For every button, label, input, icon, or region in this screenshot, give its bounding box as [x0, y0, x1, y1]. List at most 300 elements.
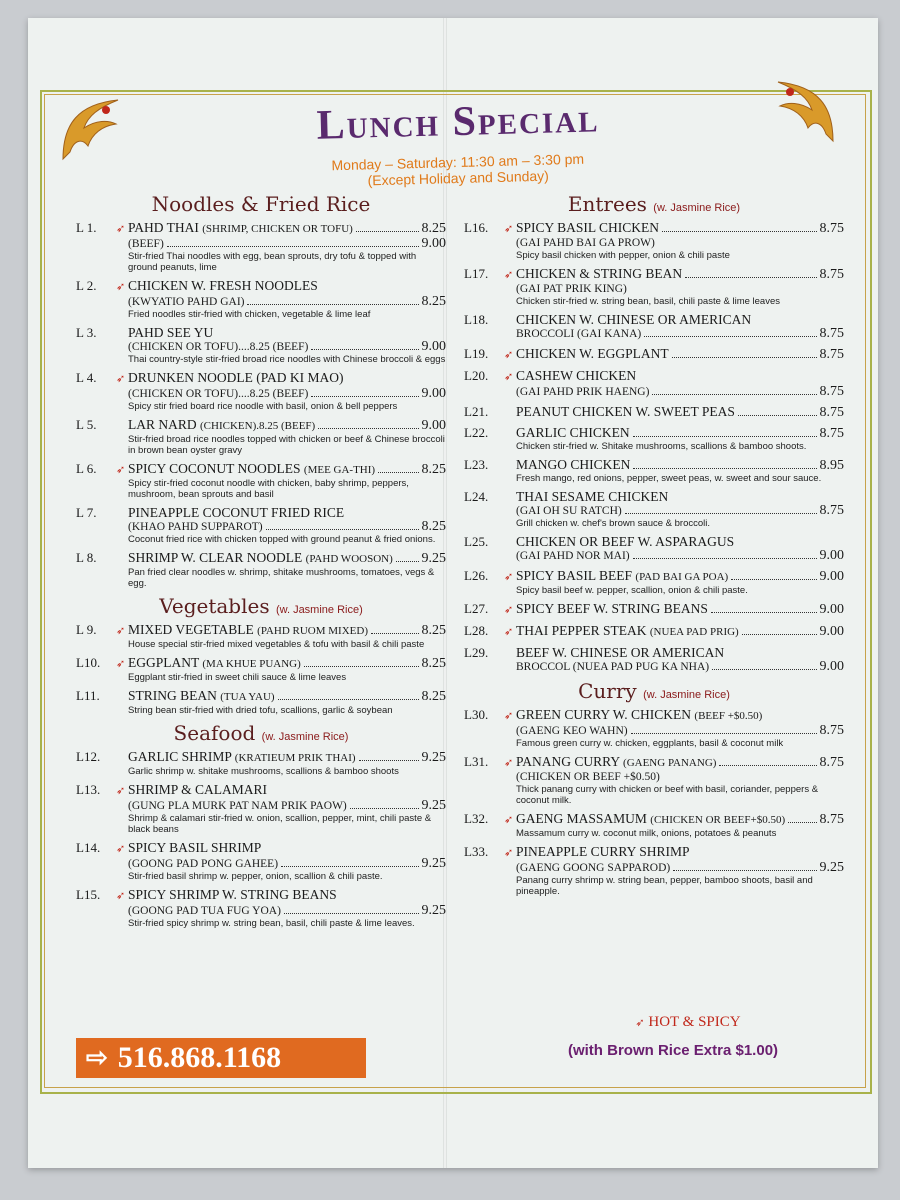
item-name-extra: (BEEF +$0.50) [694, 710, 763, 722]
item-name [516, 568, 728, 585]
item-code: L14. [76, 840, 101, 855]
item-description: Stir-fried basil shrimp w. pepper, onion, scallion & chili paste. [128, 871, 383, 882]
menu-item-row [76, 622, 446, 639]
item-code: L24. [464, 489, 489, 504]
menu-item [464, 568, 844, 596]
item-code: L32. [464, 811, 489, 826]
item-code: L 9. [76, 622, 97, 637]
item-description: Massamum curry w. coconut milk, onions, potatoes & peanuts [516, 828, 777, 839]
menu-item-row [464, 457, 844, 473]
item-price: 9.25 [421, 798, 446, 813]
chili-pepper-icon: ➶ [504, 223, 514, 235]
menu-item [464, 220, 844, 261]
menu-item-subline [76, 799, 446, 813]
item-name-text: PEANUT CHICKEN W. SWEET PEAS [516, 404, 735, 419]
item-code: L17. [464, 266, 489, 281]
item-name-text: PAHD THAI [128, 220, 199, 235]
chili-pepper-icon: ➶ [504, 847, 514, 859]
menu-item [76, 840, 446, 882]
brown-rice-note: (with Brown Rice Extra $1.00) [567, 1042, 779, 1059]
chili-pepper-icon: ➶ [116, 785, 126, 797]
item-name-extra: (SHRIMP, CHICKEN OR TOFU) [202, 223, 353, 235]
menu-item [76, 278, 446, 320]
menu-item-row [76, 417, 446, 434]
menu-item-row [76, 688, 446, 705]
menu-item-subline [464, 385, 844, 399]
item-price: 8.75 [819, 503, 844, 518]
menu-item-row [464, 220, 844, 237]
menu-item [464, 534, 844, 563]
leader-dots [396, 561, 419, 562]
leader-dots [672, 357, 817, 358]
item-price: 8.75 [819, 405, 844, 420]
item-name [516, 368, 636, 383]
item-name [128, 278, 318, 293]
leader-dots [633, 468, 816, 469]
section-subtitle: (w. Jasmine Rice) [643, 689, 730, 701]
item-name [128, 688, 275, 705]
item-code: L 6. [76, 461, 97, 476]
menu-item [76, 688, 446, 716]
section-heading [76, 721, 446, 745]
section-title: Vegetables [159, 594, 270, 618]
item-name [516, 312, 751, 327]
item-name-extra: (MA KHUE PUANG) [202, 658, 301, 670]
item-price: 8.25 [421, 689, 446, 704]
item-name [128, 325, 213, 340]
item-code: L28. [464, 623, 489, 638]
item-subname: (GAI PAHD PRIK HAENG) [516, 386, 650, 398]
menu-item [464, 601, 844, 618]
leader-dots [625, 513, 817, 514]
item-price: 8.25 [421, 221, 446, 236]
leader-dots [711, 612, 817, 613]
menu-item-subline [464, 327, 844, 341]
menu-item [464, 457, 844, 484]
item-name-text: CHICKEN W. FRESH NOODLES [128, 278, 318, 293]
item-name-text: PINEAPPLE CURRY SHRIMP [516, 844, 690, 859]
item-name-text: EGGPLANT [128, 655, 200, 670]
item-name-extra: (CHICKEN OR BEEF+$0.50) [650, 814, 786, 826]
menu-item [464, 489, 844, 529]
leader-dots [712, 669, 816, 670]
menu-item-row [464, 312, 844, 327]
item-subname: (GAENG KEO WAHN) [516, 725, 628, 737]
section-heading [76, 594, 446, 618]
leader-dots [311, 396, 418, 397]
menu-item-row [464, 623, 844, 640]
item-code: L19. [464, 346, 489, 361]
item-code: L 7. [76, 505, 97, 520]
page-title: Lunch Special [316, 95, 600, 149]
hours-text: Monday – Saturday: 11:30 am – 3:30 pm [331, 150, 585, 174]
item-name-extra: (PAD BAI GA POA) [635, 571, 729, 583]
menu-item-row [464, 844, 844, 861]
chili-pepper-icon: ➶ [116, 223, 126, 235]
item-price: 9.00 [819, 569, 844, 584]
item-price: 9.25 [819, 860, 844, 875]
item-name [516, 404, 735, 419]
menu-item-row [76, 655, 446, 672]
menu-item [464, 754, 844, 806]
left-column [76, 190, 446, 934]
item-name [516, 346, 669, 361]
menu-item [464, 645, 844, 674]
item-price: 8.75 [819, 426, 844, 441]
item-code: L33. [464, 844, 489, 859]
menu-item [464, 425, 844, 452]
leader-dots [652, 394, 816, 395]
menu-item-row [76, 278, 446, 295]
chili-pepper-icon: ➶ [504, 757, 514, 769]
menu-item [76, 461, 446, 500]
item-price: 8.25 [421, 462, 446, 477]
menu-item-subline [464, 861, 844, 875]
item-subname: (CHICKEN OR TOFU)....8.25 (BEEF) [128, 341, 309, 353]
menu-item-subline [464, 771, 844, 784]
item-description: Pan fried clear noodles w. shrimp, shitake mushrooms, tomatoes, vegs & egg. [128, 567, 435, 589]
item-name-extra: (MEE GA-THI) [303, 464, 376, 476]
menu-item-row [76, 782, 446, 799]
item-description: Thick panang curry with chicken or beef with basil, coriander, peppers & coconut milk. [516, 784, 819, 806]
item-price: 9.25 [421, 551, 446, 566]
chili-pepper-icon: ➶ [635, 1017, 645, 1029]
item-price: 9.25 [421, 750, 446, 765]
chili-pepper-icon: ➶ [116, 843, 126, 855]
item-name-text: CASHEW CHICKEN [516, 368, 637, 383]
item-price: 9.00 [819, 548, 844, 563]
item-subname: (GAI PAHD BAI GA PROW) [516, 237, 655, 249]
section-subtitle: (w. Jasmine Rice) [653, 202, 741, 214]
menu-item [464, 346, 844, 363]
menu-item-row [76, 461, 446, 478]
chili-pepper-icon: ➶ [504, 371, 514, 383]
menu-item-subline [76, 904, 446, 918]
menu-item-subline [76, 857, 446, 871]
item-description: Spicy stir fried board rice noodle with basil, onion & bell peppers [128, 401, 398, 412]
item-name [516, 601, 708, 616]
item-name [128, 417, 315, 434]
item-name-extra: (KRATIEUM PRIK THAI) [234, 752, 356, 764]
menu-item [464, 266, 844, 307]
chili-pepper-icon: ➶ [116, 373, 126, 385]
menu-item-row [464, 266, 844, 283]
item-name [516, 645, 724, 660]
item-code: L18. [464, 312, 489, 327]
item-code: L23. [464, 457, 489, 472]
item-subname: (CHICKEN OR BEEF +$0.50) [516, 771, 660, 783]
section-heading [76, 192, 446, 216]
item-name [128, 887, 337, 902]
item-subname: BROCCOLI (GAI KANA) [516, 328, 642, 340]
item-name [516, 844, 690, 859]
item-name-text: LAR NARD [128, 417, 197, 432]
item-name-text: SPICY SHRIMP W. STRING BEANS [128, 887, 337, 902]
item-price: 9.00 [819, 659, 844, 674]
section-subtitle: (w. Jasmine Rice) [261, 731, 349, 743]
leader-dots [318, 428, 418, 429]
item-price: 9.00 [421, 339, 446, 354]
item-description: String bean stir-fried with dried tofu, scallions, garlic & soybean [128, 705, 393, 716]
item-description: Thai country-style stir-fried broad rice noodles with Chinese broccoli & eggs [128, 354, 446, 365]
item-code: L11. [76, 688, 100, 703]
item-name [128, 749, 356, 766]
item-name-text: CHICKEN & STRING BEAN [516, 266, 683, 281]
item-price: 9.00 [819, 624, 844, 639]
item-subname: (KWYATIO PAHD GAI) [128, 296, 245, 308]
menu-item-row [464, 601, 844, 618]
leader-dots [284, 913, 419, 914]
item-code: L16. [464, 220, 489, 235]
leader-dots [378, 472, 418, 473]
menu-item-subline [464, 660, 844, 674]
item-price: 9.00 [421, 236, 446, 251]
item-subname: (GAI OH SU RATCH) [516, 505, 622, 517]
item-code: L20. [464, 368, 489, 383]
menu-item [76, 887, 446, 929]
chili-pepper-icon: ➶ [504, 349, 514, 361]
item-name [128, 220, 353, 237]
item-name [128, 550, 393, 567]
item-subname: (GOONG PAD TUA FUG YOA) [128, 905, 281, 917]
leader-dots [731, 579, 816, 580]
item-name [516, 707, 762, 724]
item-subname: (GUNG PLA MURK PAT NAM PRIK PAOW) [128, 800, 347, 812]
item-code: L 1. [76, 220, 97, 235]
item-name-text: SPICY BASIL BEEF [516, 568, 633, 583]
item-name-extra: (NUEA PAD PRIG) [649, 626, 739, 638]
menu-item-row [76, 840, 446, 857]
menu-item-row [464, 534, 844, 549]
menu-item-row [464, 404, 844, 420]
leader-dots [719, 765, 816, 766]
leader-dots [278, 699, 419, 700]
item-description: Stir-fried broad rice noodles topped with chicken or beef & Chinese broccoli in brown bean oyster gravy [128, 434, 445, 456]
leader-dots [304, 666, 419, 667]
menu-item-row [464, 811, 844, 828]
menu-item-subline [76, 295, 446, 309]
item-description: Stir-fried Thai noodles with egg, bean sprouts, dry tofu & topped with ground peanuts, lime [128, 251, 417, 273]
leader-dots [247, 304, 418, 305]
leader-dots [167, 246, 419, 247]
hot-spicy-label: HOT & SPICY [648, 1014, 741, 1030]
item-price: 8.25 [421, 294, 446, 309]
item-description: Grill chicken w. chef's brown sauce & broccoli. [516, 518, 711, 529]
item-code: L31. [464, 754, 489, 769]
item-name [516, 754, 716, 771]
item-name-text: SPICY BASIL CHICKEN [516, 220, 660, 235]
item-name [516, 425, 630, 440]
item-code: L27. [464, 601, 489, 616]
item-subname: (KHAO PAHD SUPPAROT) [128, 521, 263, 533]
item-price: 9.00 [421, 386, 446, 401]
item-code: L 3. [76, 325, 97, 340]
menu-item-subline [464, 237, 844, 250]
item-price: 9.25 [421, 903, 446, 918]
leader-dots [685, 277, 816, 278]
item-description: Spicy basil beef w. pepper, scallion, onion & chili paste. [516, 585, 748, 596]
corner-ornament-icon [768, 76, 838, 146]
item-name-text: SHRIMP & CALAMARI [128, 782, 268, 797]
item-name-extra: (PAHD RUOM MIXED) [257, 625, 368, 637]
item-subname: (GAI PAT PRIK KING) [516, 283, 627, 295]
menu-item [76, 655, 446, 683]
item-name [516, 457, 630, 472]
right-column [464, 190, 844, 902]
leader-dots [371, 633, 419, 634]
menu-item [76, 749, 446, 777]
item-name-text: CHICKEN OR BEEF W. ASPARAGUS [516, 534, 735, 549]
item-description: House special stir-fried mixed vegetables & tofu with basil & chili paste [128, 639, 425, 650]
menu-item-row [76, 325, 446, 340]
menu-item [76, 622, 446, 650]
menu-item [76, 370, 446, 412]
item-code: L29. [464, 645, 489, 660]
item-name-text: GAENG MASSAMUM [516, 811, 647, 826]
item-price: 9.25 [421, 856, 446, 871]
chili-pepper-icon: ➶ [504, 571, 514, 583]
menu-item-subline [464, 283, 844, 296]
menu-item-row [464, 425, 844, 441]
chili-pepper-icon: ➶ [504, 269, 514, 281]
item-name-text: GREEN CURRY W. CHICKEN [516, 707, 692, 722]
item-name-text: STRING BEAN [128, 688, 217, 703]
item-name [128, 782, 267, 797]
item-name-text: DRUNKEN NOODLE (PAD KI MAO) [128, 370, 344, 385]
menu-item-row [76, 550, 446, 567]
menu-item-subline [76, 237, 446, 251]
chili-pepper-icon: ➶ [116, 281, 126, 293]
menu-item-row [76, 505, 446, 520]
menu-item-row [464, 568, 844, 585]
item-name-text: SPICY COCONUT NOODLES [128, 461, 301, 476]
item-description: Panang curry shrimp w. string bean, pepper, bamboo shoots, basil and pineapple. [516, 875, 813, 897]
item-code: L22. [464, 425, 489, 440]
item-price: 8.75 [819, 812, 844, 827]
leader-dots [350, 808, 419, 809]
menu-item-subline [76, 387, 446, 401]
section-subtitle: (w. Jasmine Rice) [275, 604, 363, 616]
item-name [128, 622, 368, 639]
item-price: 8.25 [421, 623, 446, 638]
item-name-text: THAI SESAME CHICKEN [516, 489, 669, 504]
menu-item [464, 844, 844, 897]
item-description: Garlic shrimp w. shitake mushrooms, scallions & bamboo shoots [128, 766, 399, 777]
menu-item [76, 505, 446, 545]
item-name [128, 655, 301, 672]
menu-item [464, 368, 844, 399]
chili-pepper-icon: ➶ [504, 814, 514, 826]
section-heading [464, 679, 844, 703]
item-price: 8.75 [819, 755, 844, 770]
item-name [128, 461, 375, 478]
item-code: L12. [76, 749, 101, 764]
item-name-text: PAHD SEE YU [128, 325, 214, 340]
item-name-extra: (PAHD WOOSON) [305, 553, 393, 565]
item-code: L 2. [76, 278, 97, 293]
menu-item-row [464, 645, 844, 660]
item-price: 8.75 [819, 221, 844, 236]
item-name [516, 811, 785, 828]
phone-banner[interactable] [76, 1038, 366, 1078]
item-name-text: SPICY BEEF W. STRING BEANS [516, 601, 708, 616]
item-name-text: CHICKEN W. EGGPLANT [516, 346, 669, 361]
item-code: L26. [464, 568, 489, 583]
section-title: Entrees [567, 192, 647, 216]
item-name-text: MANGO CHICKEN [516, 457, 631, 472]
menu-item-row [464, 754, 844, 771]
item-subname: BROCCOL (NUEA PAD PUG KA NHA) [516, 661, 710, 673]
item-subname: (CHICKEN OR TOFU)....8.25 (BEEF) [128, 388, 309, 400]
leader-dots [673, 870, 816, 871]
menu-item [464, 312, 844, 341]
menu-item-row [464, 346, 844, 363]
leader-dots [644, 336, 816, 337]
menu-item [464, 404, 844, 420]
item-code: L30. [464, 707, 489, 722]
leader-dots [631, 733, 817, 734]
item-code: L 8. [76, 550, 97, 565]
item-description: Spicy stir-fried coconut noodle with chicken, baby shrimp, peppers, mushroom, bean sprouts and basil [128, 478, 409, 500]
chili-pepper-icon: ➶ [116, 464, 126, 476]
section-heading [464, 192, 844, 216]
item-name-text: CHICKEN W. CHINESE OR AMERICAN [516, 312, 752, 327]
corner-ornament-icon [58, 94, 128, 164]
leader-dots [662, 231, 816, 232]
item-description: Fresh mango, red onions, pepper, sweet peas, w. sweet and sour sauce. [516, 473, 822, 484]
menu-item-subline [464, 504, 844, 518]
menu-item [464, 707, 844, 749]
section-title: Seafood [173, 721, 256, 745]
menu-item [76, 550, 446, 589]
leader-dots [633, 436, 817, 437]
menu-item [76, 325, 446, 365]
item-name [516, 534, 734, 549]
item-description: Coconut fried rice with chicken topped with ground peanut & fried onions. [128, 534, 436, 545]
menu-item [464, 811, 844, 839]
chili-pepper-icon: ➶ [116, 658, 126, 670]
item-description: Stir-fried spicy shrimp w. string bean, basil, chili paste & lime leaves. [128, 918, 415, 929]
item-description: Eggplant stir-fried in sweet chili sauce & lime leaves [128, 672, 347, 683]
item-price: 8.75 [819, 267, 844, 282]
menu-item-subline [76, 520, 446, 534]
menu-item-row [76, 220, 446, 237]
item-subname: (BEEF) [128, 238, 164, 250]
item-name-text: MIXED VEGETABLE [128, 622, 254, 637]
item-name [516, 266, 682, 281]
item-code: L21. [464, 404, 489, 419]
item-name-text: PINEAPPLE COCONUT FRIED RICE [128, 505, 345, 520]
menu-item [464, 623, 844, 640]
item-price: 8.25 [421, 656, 446, 671]
hours-note: (Except Holiday and Sunday) [367, 167, 550, 189]
item-code: L13. [76, 782, 101, 797]
menu-item [76, 417, 446, 456]
section-title: Curry [578, 679, 637, 703]
menu-item-subline [464, 724, 844, 738]
item-subname: (GAENG GOONG SAPPAROD) [516, 862, 671, 874]
menu-item-row [76, 887, 446, 904]
item-name-extra: (TUA YAU) [220, 691, 275, 703]
item-description: Chicken stir-fried w. Shitake mushrooms, scallions & bamboo shoots. [516, 441, 807, 452]
item-price: 8.75 [819, 384, 844, 399]
leader-dots [356, 231, 419, 232]
menu-item-row [464, 368, 844, 385]
hot-spicy-legend [588, 1014, 788, 1031]
leader-dots [311, 349, 418, 350]
item-description: Fried noodles stir-fried with chicken, vegetable & lime leaf [128, 309, 371, 320]
menu-page [28, 18, 878, 1168]
